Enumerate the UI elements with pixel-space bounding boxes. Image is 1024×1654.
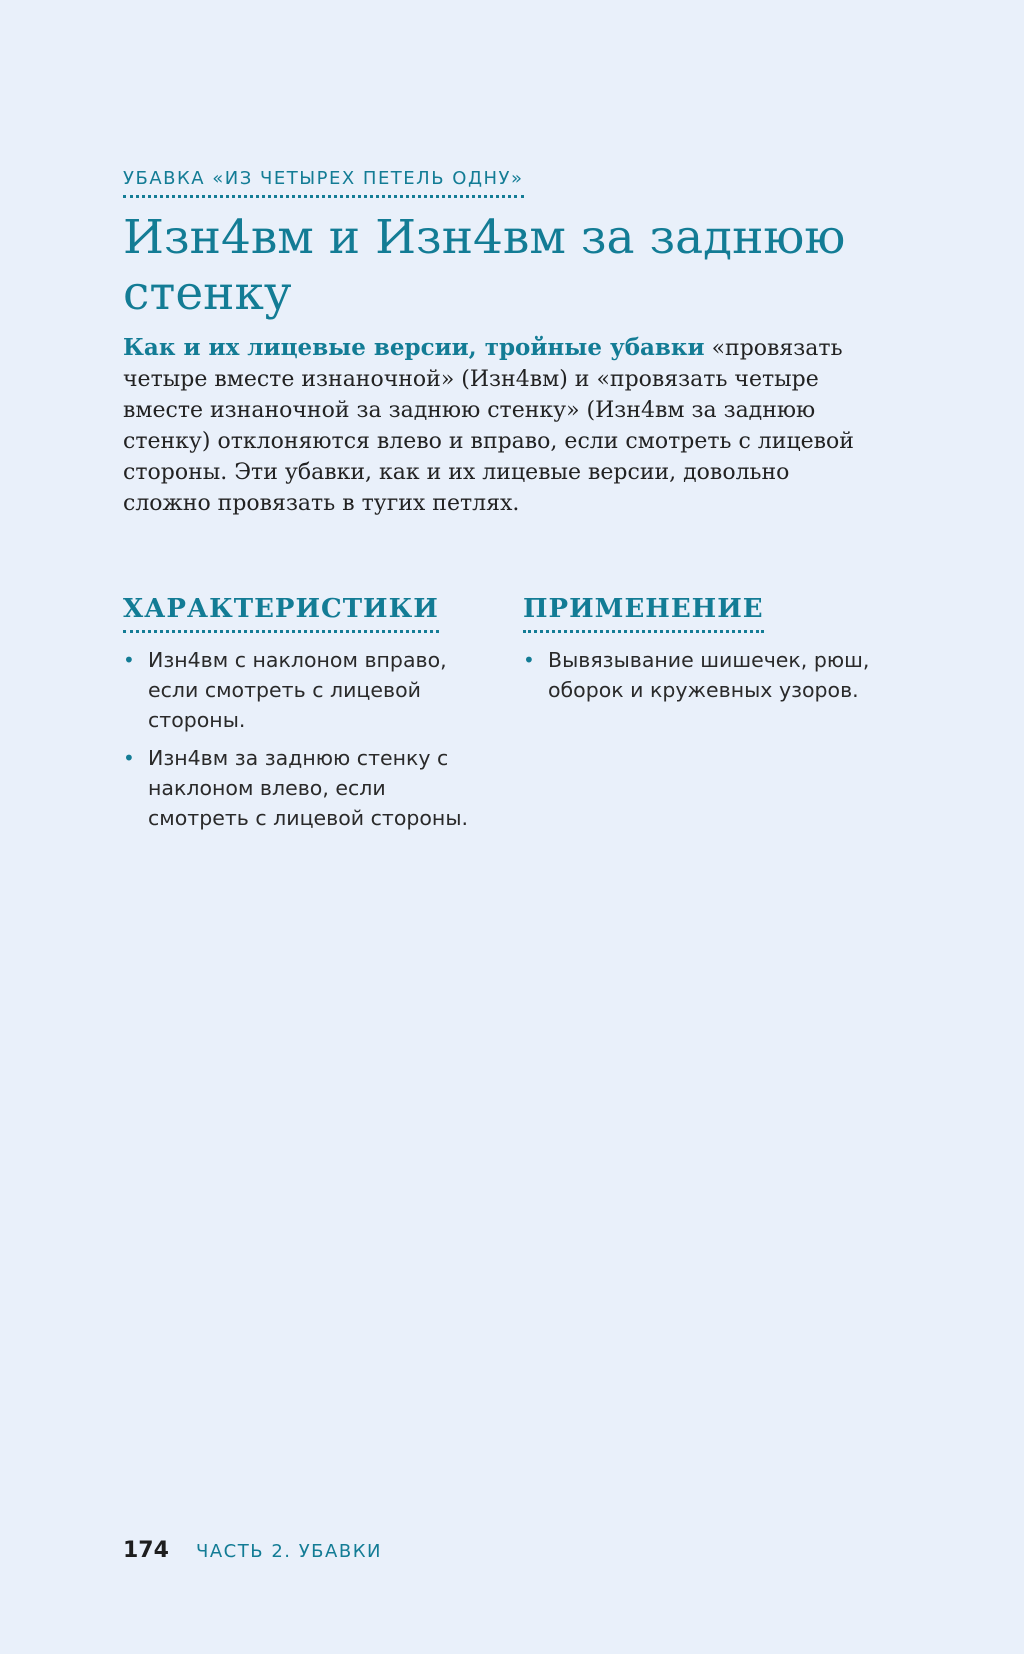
running-footer-part: ЧАСТЬ 2. УБАВКИ	[196, 1541, 382, 1562]
intro-paragraph	[123, 332, 863, 519]
list-item	[123, 743, 493, 833]
characteristics-heading: ХАРАКТЕРИСТИКИ	[123, 593, 439, 633]
page-content	[123, 168, 883, 830]
list-item-text: Изн4вм за заднюю стенку с наклоном влево, если смотреть с лицевой стороны.	[148, 745, 469, 830]
bullet-icon: •	[123, 647, 135, 672]
page-footer	[123, 1538, 382, 1563]
intro-lead: Как и их лицевые версии, тройные убавки	[123, 333, 705, 361]
list-item	[523, 645, 893, 705]
characteristics-list	[123, 645, 493, 833]
intro-body: «провязать четыре вместе изнаночной» (Изн4вм) и «провязать четыре вместе изнаночной за заднюю стенку» (Изн4вм за заднюю стенку) отклоняются влево и вправо, если смотреть с лицевой стороны. Эти убавки, как и их лицевые версии, довольно сложно провязать в тугих петлях.	[123, 335, 854, 516]
list-item-text: Изн4вм с наклоном вправо, если смотреть с лицевой стороны.	[148, 647, 447, 732]
usage-section	[523, 593, 893, 713]
page-number: 174	[123, 1538, 169, 1563]
page-title: Изн4вм и Изн4вм за заднюю стенку	[123, 209, 846, 321]
characteristics-section	[123, 593, 493, 841]
bullet-icon: •	[523, 647, 535, 672]
usage-list	[523, 645, 893, 705]
section-kicker: УБАВКА «ИЗ ЧЕТЫРЕХ ПЕТЕЛЬ ОДНУ»	[123, 168, 524, 198]
usage-heading: ПРИМЕНЕНИЕ	[523, 593, 764, 633]
list-item	[123, 645, 493, 735]
list-item-text: Вывязывание шишечек, рюш, оборок и кружевных узоров.	[548, 647, 870, 702]
bullet-icon: •	[123, 745, 135, 770]
